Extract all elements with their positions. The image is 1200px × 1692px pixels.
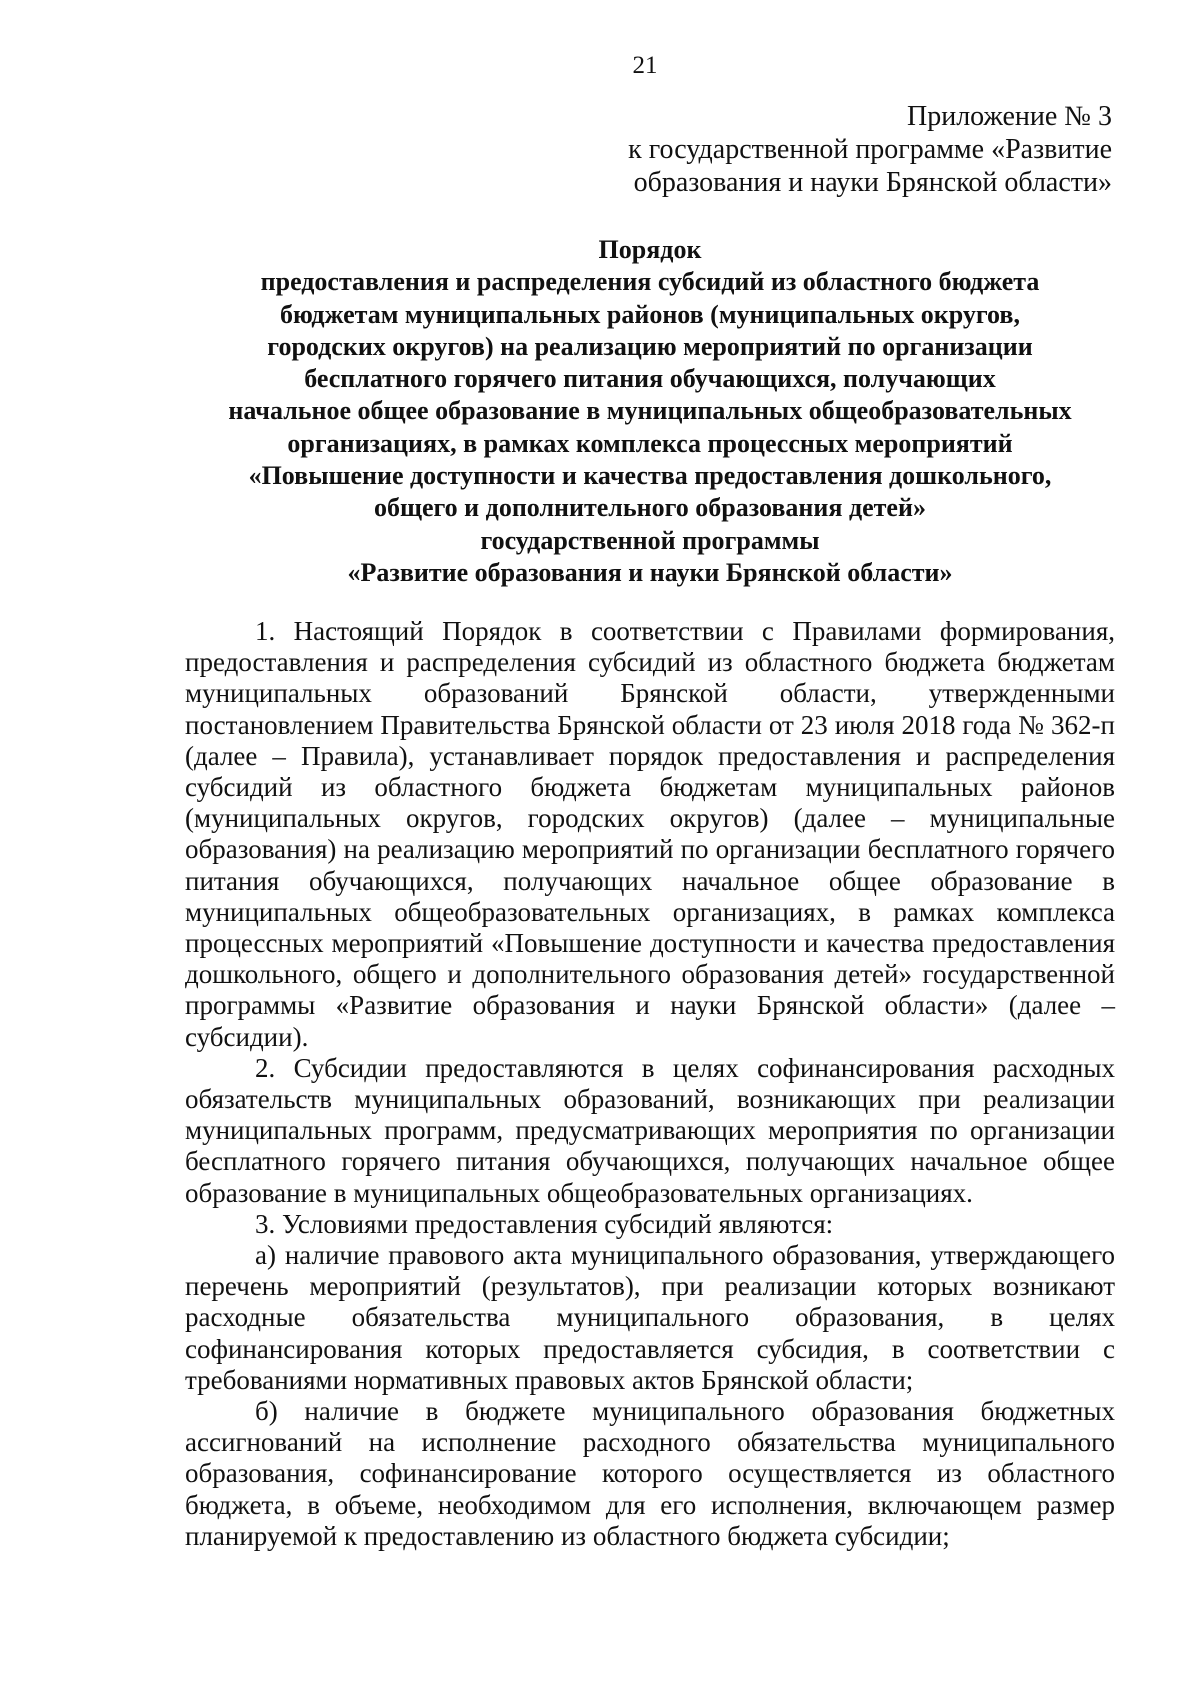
title-line: городских округов) на реализацию мероприятий по организации	[267, 331, 1033, 361]
document-title	[185, 234, 1115, 589]
title-line: бесплатного горячего питания обучающихся, получающих	[304, 364, 996, 394]
title-line: бюджетам муниципальных районов (муниципальных округов,	[280, 299, 1020, 329]
paragraph-3a: а) наличие правового акта муниципального образования, утверждающего перечень мероприятий (результатов), при реализации которых возникают расходные обязательства муниципального образования, в целях софинансирования которых предоставляется субсидия, в соответствии с требованиями нормативных правовых актов Брянской области;	[185, 1240, 1115, 1395]
paragraph-3b: б) наличие в бюджете муниципального образования бюджетных ассигнований на исполнение расходного обязательства муниципального образования, софинансирование которого осуществляется из областного бюджета, в объеме, необходимом для его исполнения, включающем размер планируемой к предоставлению из областного бюджета субсидии;	[185, 1396, 1115, 1551]
title-line: начальное общее образование в муниципальных общеобразовательных	[228, 396, 1072, 426]
paragraph-1: 1. Настоящий Порядок в соответствии с Правилами формирования, предоставления и распределения субсидий из областного бюджета бюджетам муниципальных образований Брянской области, утвержденными постановлением Правительства Брянской области от 23 июля 2018 года № 362-п (далее – Правила), устанавливает порядок предоставления и распределения субсидий из областного бюджета бюджетам муниципальных районов (муниципальных округов, городских округов) (далее – муниципальные образования) на реализацию мероприятий по организации бесплатного горячего питания обучающихся, получающих начальное общее образование в муниципальных общеобразовательных организациях, в рамках комплекса процессных мероприятий «Повышение доступности и качества предоставления дошкольного, общего и дополнительного образования детей» государственной программы «Развитие образования и науки Брянской области» (далее – субсидии).	[185, 616, 1115, 1052]
appendix-line: к государственной программе «Развитие	[628, 134, 1112, 165]
title-line: предоставления и распределения субсидий из областного бюджета	[260, 267, 1040, 297]
title-line: «Повышение доступности и качества предоставления дошкольного,	[248, 461, 1052, 491]
title-line: организациях, в рамках комплекса процессных мероприятий	[287, 428, 1013, 458]
document-body	[185, 616, 1115, 1552]
title-heading: Порядок	[598, 235, 702, 264]
title-line: общего и дополнительного образования детей»	[374, 493, 926, 523]
paragraph-3: 3. Условиями предоставления субсидий являются:	[255, 1208, 834, 1239]
appendix-line: образования и науки Брянской области»	[633, 167, 1112, 198]
paragraph-2: 2. Субсидии предоставляются в целях софинансирования расходных обязательств муниципальных образований, возникающих при реализации муниципальных программ, предусматривающих мероприятия по организации бесплатного горячего питания обучающихся, получающих начальное общее образование в муниципальных общеобразовательных организациях.	[185, 1052, 1115, 1208]
page-number: 21	[632, 52, 658, 79]
title-line: «Развитие образования и науки Брянской области»	[347, 557, 953, 587]
appendix-header	[592, 100, 1112, 199]
appendix-line: Приложение № 3	[907, 101, 1112, 132]
title-line: государственной программы	[480, 525, 820, 555]
